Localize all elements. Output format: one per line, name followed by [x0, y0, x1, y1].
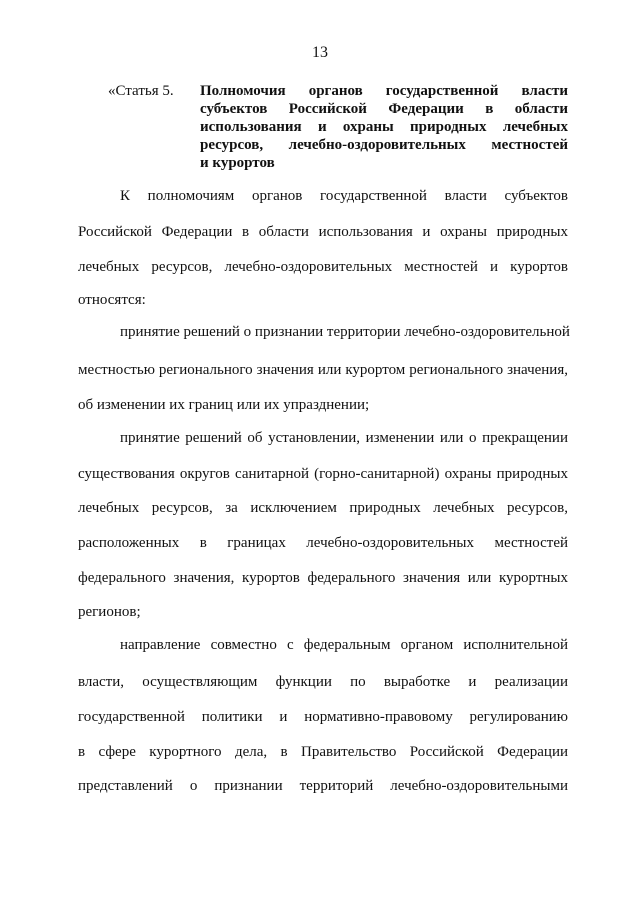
article-title-line: ресурсов, лечебно-оздоровительных местностей	[200, 137, 568, 153]
body-line: об изменении их границ или их упразднении;	[78, 397, 370, 413]
body-line: государственной политики и нормативно-правовому регулированию	[78, 709, 568, 725]
page-number: 13	[312, 44, 328, 61]
article-title-line: субъектов Российской Федерации в области	[200, 101, 568, 117]
body-line: регионов;	[78, 604, 141, 620]
body-line: расположенных в границах лечебно-оздоровительных местностей	[78, 535, 568, 551]
body-line: направление совместно с федеральным органом исполнительной	[120, 637, 568, 653]
body-line: существования округов санитарной (горно-санитарной) охраны природных	[78, 466, 568, 482]
body-line: относятся:	[78, 292, 146, 308]
body-line: власти, осуществляющим функции по выработке и реализации	[78, 674, 568, 690]
body-line: принятие решений об установлении, изменении или о прекращении	[120, 430, 568, 446]
body-line: принятие решений о признании территории лечебно-оздоровительной	[120, 324, 570, 340]
body-line: лечебных ресурсов, за исключением природных лечебных ресурсов,	[78, 500, 568, 516]
body-line: К полномочиям органов государственной власти субъектов	[120, 188, 568, 204]
article-title-line: Полномочия органов государственной власти	[200, 83, 568, 99]
article-title-line: использования и охраны природных лечебных	[200, 119, 568, 135]
article-body	[78, 0, 568, 905]
body-line: Российской Федерации в области использования и охраны природных	[78, 224, 568, 240]
article-label: «Статья 5.	[108, 83, 174, 99]
article-title-line: и курортов	[200, 155, 275, 171]
body-line: представлений о признании территорий лечебно-оздоровительными	[78, 778, 568, 794]
body-line: в сфере курортного дела, в Правительство Российской Федерации	[78, 744, 568, 760]
body-line: местностью регионального значения или курортом регионального значения,	[78, 362, 568, 378]
body-line: федерального значения, курортов федерального значения или курортных	[78, 570, 568, 586]
body-line: лечебных ресурсов, лечебно-оздоровительных местностей и курортов	[78, 259, 568, 275]
